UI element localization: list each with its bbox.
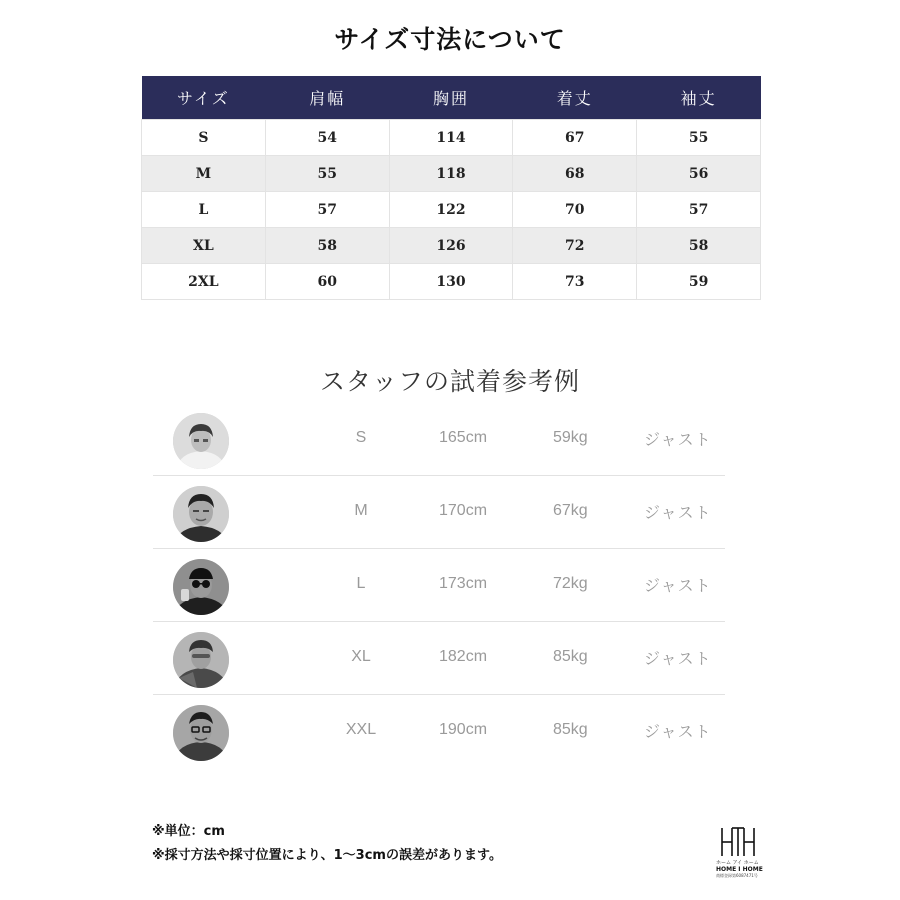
cell-size: S	[142, 120, 266, 156]
staff-size: L	[356, 575, 366, 592]
notes	[152, 820, 502, 868]
table-row	[142, 192, 761, 228]
cell-size: L	[142, 192, 266, 228]
header-length: 着丈	[513, 76, 637, 120]
tolerance-note: ※採寸方法や採寸位置により、1～3cmの誤差があります。	[152, 848, 502, 863]
staff-size: XXL	[345, 721, 377, 738]
avatar	[173, 705, 229, 761]
staff-size: S	[355, 429, 367, 446]
avatar	[173, 632, 229, 688]
size-chart-title: サイズ寸法について	[334, 25, 566, 54]
table-row	[142, 120, 761, 156]
cell-size: M	[142, 156, 266, 192]
size-chart-table	[141, 76, 761, 300]
header-sleeve: 袖丈	[637, 76, 761, 120]
staff-fit: ジャスト	[644, 722, 712, 741]
hih-logo-icon	[720, 826, 756, 858]
staff-fit: ジャスト	[644, 503, 712, 522]
staff-weight: 59kg	[553, 429, 588, 446]
header-size: サイズ	[142, 76, 266, 120]
staff-photo-icon	[173, 559, 229, 615]
cell-shoulder: 55	[265, 156, 389, 192]
staff-height: 182cm	[439, 648, 488, 665]
cell-sleeve: 57	[637, 192, 761, 228]
avatar	[173, 413, 229, 469]
staff-fit: ジャスト	[644, 430, 712, 449]
staff-fitting-list	[153, 403, 725, 767]
cell-shoulder: 60	[265, 264, 389, 300]
cell-length: 70	[513, 192, 637, 228]
cell-shoulder: 58	[265, 228, 389, 264]
staff-fit: ジャスト	[644, 576, 712, 595]
cell-chest: 122	[389, 192, 513, 228]
cell-shoulder: 54	[265, 120, 389, 156]
staff-weight: 67kg	[553, 502, 588, 519]
staff-weight: 85kg	[553, 648, 588, 665]
size-chart-header-row	[142, 76, 761, 120]
cell-length: 73	[513, 264, 637, 300]
logo-brand: HOME I HOME	[716, 866, 763, 873]
table-row	[142, 156, 761, 192]
table-row	[142, 264, 761, 300]
cell-chest: 118	[389, 156, 513, 192]
unit-note: ※単位：cm	[152, 824, 225, 839]
staff-fitting-title: スタッフの試着参考例	[319, 367, 580, 396]
avatar	[173, 559, 229, 615]
list-item	[153, 695, 725, 767]
list-item	[153, 403, 725, 476]
staff-height: 170cm	[439, 502, 488, 519]
logo-kana: ホーム アイ ホーム	[716, 860, 759, 866]
cell-size: XL	[142, 228, 266, 264]
list-item	[153, 622, 725, 695]
header-shoulder: 肩幅	[265, 76, 389, 120]
cell-size: 2XL	[142, 264, 266, 300]
staff-fit: ジャスト	[644, 649, 712, 668]
staff-size: XL	[351, 648, 371, 665]
cell-sleeve: 56	[637, 156, 761, 192]
staff-photo-icon	[173, 632, 229, 688]
staff-photo-icon	[173, 705, 229, 761]
staff-photo-icon	[173, 413, 229, 469]
staff-size: M	[354, 502, 368, 519]
staff-weight: 85kg	[553, 721, 588, 738]
list-item	[153, 549, 725, 622]
cell-length: 72	[513, 228, 637, 264]
table-row	[142, 228, 761, 264]
header-chest: 胸囲	[389, 76, 513, 120]
cell-shoulder: 57	[265, 192, 389, 228]
list-item	[153, 476, 725, 549]
staff-height: 173cm	[439, 575, 488, 592]
staff-photo-icon	[173, 486, 229, 542]
cell-chest: 130	[389, 264, 513, 300]
cell-length: 67	[513, 120, 637, 156]
cell-sleeve: 58	[637, 228, 761, 264]
cell-length: 68	[513, 156, 637, 192]
cell-sleeve: 55	[637, 120, 761, 156]
staff-height: 165cm	[439, 429, 488, 446]
cell-chest: 126	[389, 228, 513, 264]
brand-logo	[714, 826, 764, 881]
avatar	[173, 486, 229, 542]
logo-trademark: 商標登録第6087471号	[716, 873, 758, 878]
staff-weight: 72kg	[553, 575, 588, 592]
cell-chest: 114	[389, 120, 513, 156]
staff-height: 190cm	[439, 721, 488, 738]
cell-sleeve: 59	[637, 264, 761, 300]
